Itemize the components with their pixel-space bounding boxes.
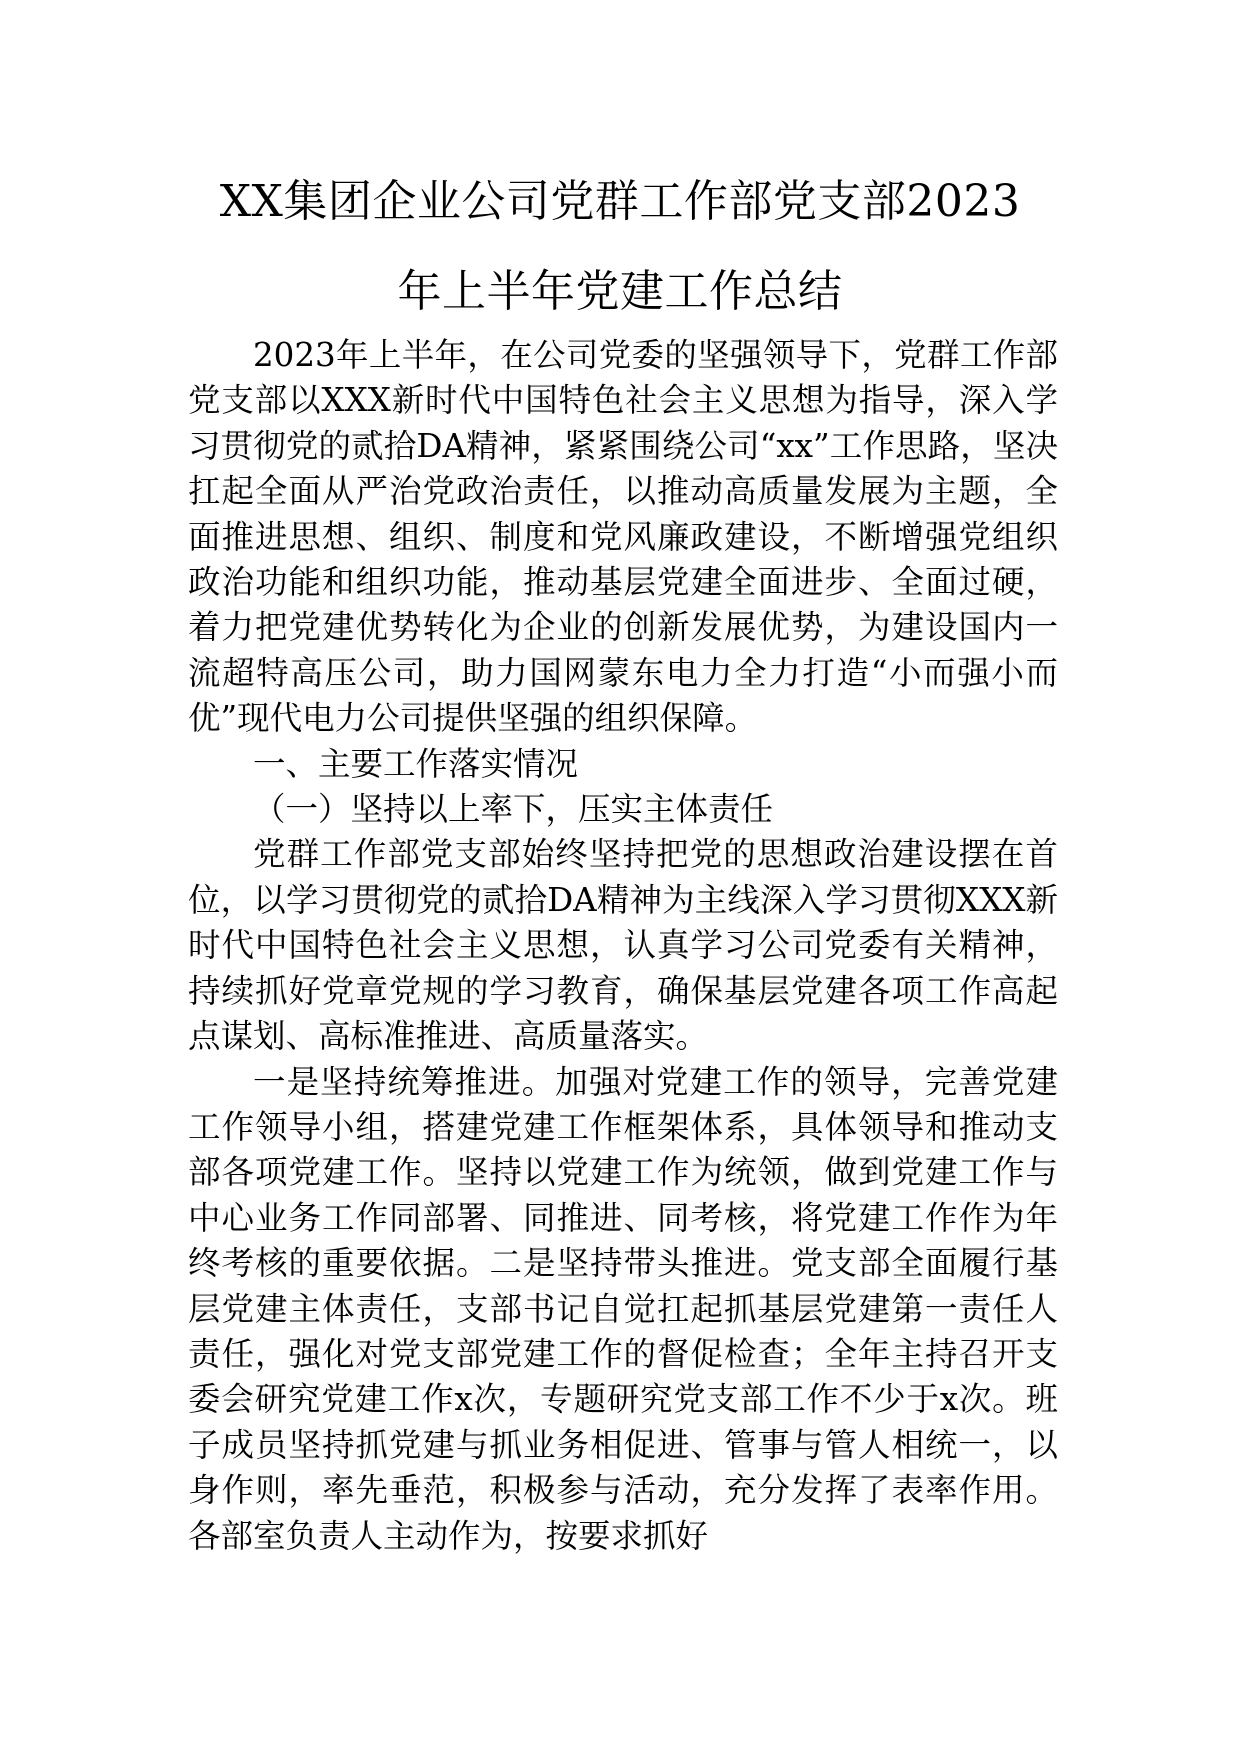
document-title-line-2: 年上半年党建工作总结 <box>397 266 843 317</box>
document-body <box>188 333 1058 1559</box>
subsection-heading: （一）坚持以上率下，压实主体责任 <box>253 790 774 829</box>
section-heading: 一、主要工作落实情况 <box>253 744 579 783</box>
document-title-line-1: XX集团企业公司党群工作部党支部2023 <box>219 176 1021 227</box>
body-paragraph: 党群工作部党支部始终坚持把党的思想政治建设摆在首位，以学习贯彻党的贰拾DA精神为主线深入学习贯彻XXX新时代中国特色社会主义思想，认真学习公司党委有关精神，持续抓好党章党规的学习教育，确保基层党建各项工作高起点谋划、高标准推进、高质量落实。 <box>188 835 1058 1056</box>
intro-paragraph: 2023年上半年，在公司党委的坚强领导下，党群工作部党支部以XXX新时代中国特色社会主义思想为指导，深入学习贯彻党的贰拾DA精神，紧紧围绕公司“xx”工作思路，坚决扛起全面从严治党政治责任，以推动高质量发展为主题，全面推进思想、组织、制度和党风廉政建设，不断增强党组织政治功能和组织功能，推动基层党建全面进步、全面过硬，着力把党建优势转化为企业的创新发展优势，为建设国内一流超特高压公司，助力国网蒙东电力全力打造“小而强小而优”现代电力公司提供坚强的组织保障。 <box>188 336 1058 738</box>
body-paragraph: 一是坚持统筹推进。加强对党建工作的领导，完善党建工作领导小组，搭建党建工作框架体系，具体领导和推动支部各项党建工作。坚持以党建工作为统领，做到党建工作与中心业务工作同部署、同推进、同考核，将党建工作作为年终考核的重要依据。二是坚持带头推进。党支部全面履行基层党建主体责任，支部书记自觉扛起抓基层党建第一责任人责任，强化对党支部党建工作的督促检查；全年主持召开支委会研究党建工作x次，专题研究党支部工作不少于x次。班子成员坚持抓党建与抓业务相促进、管事与管人相统一，以身作则，率先垂范，积极参与活动，充分发挥了表率作用。各部室负责人主动作为，按要求抓好 <box>188 1062 1058 1555</box>
